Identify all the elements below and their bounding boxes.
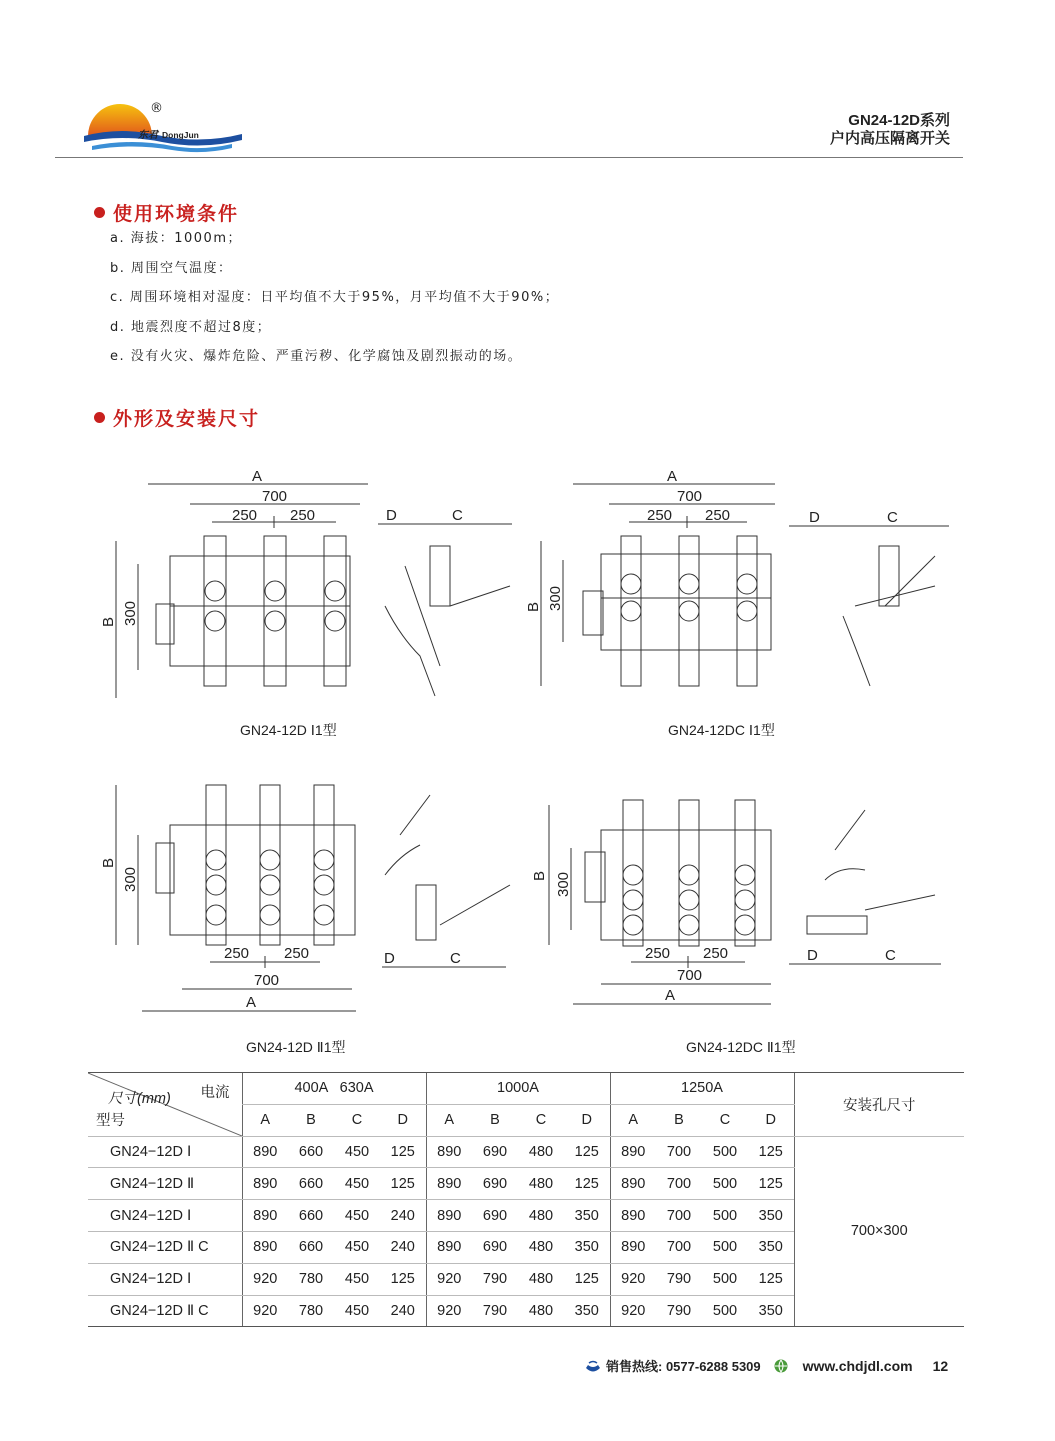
svg-text:250: 250 bbox=[224, 945, 250, 962]
svg-text:700: 700 bbox=[254, 972, 280, 989]
environment-item: c. 周围环境相对湿度：日平均值不大于95%，月平均值不大于90%； bbox=[110, 290, 560, 305]
current-group-header: 1250A bbox=[610, 1073, 794, 1105]
col-header: C bbox=[334, 1104, 380, 1136]
value-cell: 660 bbox=[288, 1136, 334, 1168]
model-cell: GN24−12D Ⅰ bbox=[88, 1263, 242, 1295]
drawing-gn24-12dc-i1 bbox=[525, 466, 955, 706]
header-divider bbox=[55, 157, 963, 158]
value-cell: 890 bbox=[426, 1136, 472, 1168]
value-cell: 125 bbox=[748, 1263, 794, 1295]
value-cell: 790 bbox=[472, 1295, 518, 1327]
value-cell: 480 bbox=[518, 1295, 564, 1327]
logo-name-cn: 东君 bbox=[138, 130, 158, 141]
value-cell: 890 bbox=[426, 1231, 472, 1263]
svg-text:D: D bbox=[809, 509, 820, 526]
globe-icon bbox=[773, 1358, 789, 1374]
environment-item: b. 周围空气温度： bbox=[110, 260, 233, 276]
svg-text:D: D bbox=[384, 950, 395, 967]
value-cell: 890 bbox=[426, 1200, 472, 1232]
svg-text:C: C bbox=[885, 947, 896, 964]
dongjun-logo bbox=[82, 96, 252, 156]
install-value-cell: 700×300 bbox=[794, 1136, 964, 1327]
drawing-gn24-12d-i1 bbox=[100, 466, 530, 706]
svg-text:B: B bbox=[100, 857, 117, 868]
value-cell: 450 bbox=[334, 1263, 380, 1295]
value-cell: 890 bbox=[242, 1200, 288, 1232]
value-cell: 125 bbox=[748, 1168, 794, 1200]
model-cell: GN24−12D Ⅱ bbox=[88, 1168, 242, 1200]
value-cell: 700 bbox=[656, 1168, 702, 1200]
value-cell: 450 bbox=[334, 1200, 380, 1232]
install-header: 安装孔尺寸 bbox=[794, 1073, 964, 1137]
col-header: D bbox=[748, 1104, 794, 1136]
value-cell: 920 bbox=[426, 1263, 472, 1295]
svg-text:C: C bbox=[887, 509, 898, 526]
svg-text:700: 700 bbox=[677, 967, 703, 984]
current-group-header: 1000A bbox=[426, 1073, 610, 1105]
model-cell: GN24−12D Ⅱ C bbox=[88, 1231, 242, 1263]
value-cell: 890 bbox=[242, 1136, 288, 1168]
sales-hotline: 销售热线: 0577-6288 5309 bbox=[606, 1359, 761, 1374]
table-row bbox=[88, 1136, 964, 1168]
svg-text:250: 250 bbox=[290, 507, 316, 524]
environment-item: d. 地震烈度不超过8度； bbox=[110, 319, 272, 335]
value-cell: 500 bbox=[702, 1168, 748, 1200]
header-title bbox=[830, 112, 950, 148]
current-group-header: 400A 630A bbox=[242, 1073, 426, 1105]
value-cell: 500 bbox=[702, 1136, 748, 1168]
figure-caption: GN24-12D Ⅱ1型 bbox=[246, 1039, 346, 1055]
value-cell: 125 bbox=[748, 1136, 794, 1168]
bullet-icon bbox=[94, 207, 105, 218]
col-header: B bbox=[472, 1104, 518, 1136]
logo-reg-mark: ® bbox=[150, 101, 163, 116]
value-cell: 350 bbox=[564, 1200, 610, 1232]
svg-text:D: D bbox=[807, 947, 818, 964]
value-cell: 920 bbox=[610, 1295, 656, 1327]
value-cell: 480 bbox=[518, 1200, 564, 1232]
table-header-row bbox=[88, 1073, 964, 1105]
col-header: B bbox=[288, 1104, 334, 1136]
col-header: A bbox=[426, 1104, 472, 1136]
col-header: D bbox=[380, 1104, 426, 1136]
corner-model-label: 型号 bbox=[96, 1112, 125, 1129]
value-cell: 660 bbox=[288, 1168, 334, 1200]
value-cell: 480 bbox=[518, 1231, 564, 1263]
svg-text:300: 300 bbox=[555, 871, 572, 897]
value-cell: 125 bbox=[564, 1168, 610, 1200]
value-cell: 920 bbox=[242, 1263, 288, 1295]
svg-text:B: B bbox=[100, 616, 117, 627]
svg-text:250: 250 bbox=[284, 945, 310, 962]
phone-icon bbox=[584, 1359, 602, 1373]
value-cell: 350 bbox=[564, 1231, 610, 1263]
value-cell: 660 bbox=[288, 1231, 334, 1263]
value-cell: 240 bbox=[380, 1231, 426, 1263]
value-cell: 890 bbox=[610, 1231, 656, 1263]
value-cell: 690 bbox=[472, 1136, 518, 1168]
value-cell: 920 bbox=[610, 1263, 656, 1295]
value-cell: 450 bbox=[334, 1295, 380, 1327]
value-cell: 350 bbox=[748, 1200, 794, 1232]
value-cell: 690 bbox=[472, 1231, 518, 1263]
value-cell: 240 bbox=[380, 1295, 426, 1327]
value-cell: 450 bbox=[334, 1168, 380, 1200]
value-cell: 480 bbox=[518, 1168, 564, 1200]
value-cell: 350 bbox=[564, 1295, 610, 1327]
value-cell: 125 bbox=[564, 1263, 610, 1295]
value-cell: 240 bbox=[380, 1200, 426, 1232]
bullet-icon bbox=[94, 412, 105, 423]
svg-text:300: 300 bbox=[122, 600, 139, 626]
figure-caption: GN24-12DC Ⅰ1型 bbox=[668, 722, 775, 738]
svg-text:A: A bbox=[252, 468, 263, 485]
value-cell: 890 bbox=[242, 1168, 288, 1200]
value-cell: 690 bbox=[472, 1168, 518, 1200]
model-cell: GN24−12D Ⅱ C bbox=[88, 1295, 242, 1327]
svg-text:250: 250 bbox=[705, 507, 731, 524]
col-header: C bbox=[702, 1104, 748, 1136]
value-cell: 890 bbox=[426, 1168, 472, 1200]
svg-text:250: 250 bbox=[647, 507, 673, 524]
value-cell: 500 bbox=[702, 1200, 748, 1232]
value-cell: 690 bbox=[472, 1200, 518, 1232]
model-cell: GN24−12D Ⅰ bbox=[88, 1136, 242, 1168]
value-cell: 500 bbox=[702, 1263, 748, 1295]
figure-caption: GN24-12D Ⅰ1型 bbox=[240, 722, 337, 738]
svg-text:D: D bbox=[386, 507, 397, 524]
header-series: GN24-12D系列 bbox=[848, 112, 950, 129]
svg-text:250: 250 bbox=[645, 945, 671, 962]
col-header: B bbox=[656, 1104, 702, 1136]
header-product: 户内高压隔离开关 bbox=[829, 130, 950, 147]
environment-list bbox=[110, 228, 559, 376]
value-cell: 700 bbox=[656, 1200, 702, 1232]
corner-current-label: 电流 bbox=[200, 1085, 230, 1101]
footer bbox=[584, 1356, 948, 1375]
value-cell: 790 bbox=[656, 1263, 702, 1295]
drawing-gn24-12dc-ii1 bbox=[525, 790, 955, 1020]
svg-text:A: A bbox=[246, 994, 257, 1011]
svg-text:250: 250 bbox=[703, 945, 729, 962]
value-cell: 480 bbox=[518, 1136, 564, 1168]
website-link[interactable]: www.chdjdl.com bbox=[802, 1357, 913, 1374]
value-cell: 125 bbox=[380, 1263, 426, 1295]
value-cell: 660 bbox=[288, 1200, 334, 1232]
value-cell: 500 bbox=[702, 1231, 748, 1263]
svg-text:300: 300 bbox=[547, 585, 564, 611]
value-cell: 920 bbox=[242, 1295, 288, 1327]
svg-text:300: 300 bbox=[122, 866, 139, 892]
dimensions-heading: 外形及安装尺寸 bbox=[94, 404, 260, 431]
page-number: 12 bbox=[932, 1357, 949, 1374]
svg-text:C: C bbox=[450, 950, 461, 967]
col-header: D bbox=[564, 1104, 610, 1136]
environment-heading: 使用环境条件 bbox=[94, 199, 239, 226]
value-cell: 350 bbox=[748, 1295, 794, 1327]
col-header: C bbox=[518, 1104, 564, 1136]
environment-item: a. 海拔：1000m； bbox=[110, 231, 242, 246]
model-cell: GN24−12D Ⅰ bbox=[88, 1200, 242, 1232]
svg-text:B: B bbox=[531, 870, 548, 881]
value-cell: 480 bbox=[518, 1263, 564, 1295]
value-cell: 780 bbox=[288, 1263, 334, 1295]
value-cell: 890 bbox=[242, 1231, 288, 1263]
value-cell: 780 bbox=[288, 1295, 334, 1327]
value-cell: 890 bbox=[610, 1168, 656, 1200]
figure-caption: GN24-12DC Ⅱ1型 bbox=[686, 1039, 796, 1055]
corner-dim-label: 尺寸(mm) bbox=[108, 1091, 171, 1107]
value-cell: 890 bbox=[610, 1200, 656, 1232]
value-cell: 700 bbox=[656, 1136, 702, 1168]
svg-text:B: B bbox=[525, 601, 542, 612]
col-header: A bbox=[242, 1104, 288, 1136]
value-cell: 920 bbox=[426, 1295, 472, 1327]
logo-name-en: DongJun bbox=[162, 130, 199, 140]
value-cell: 700 bbox=[656, 1231, 702, 1263]
svg-text:700: 700 bbox=[262, 488, 288, 505]
svg-text:C: C bbox=[452, 507, 463, 524]
drawing-gn24-12d-ii1 bbox=[100, 775, 530, 1025]
value-cell: 500 bbox=[702, 1295, 748, 1327]
svg-text:250: 250 bbox=[232, 507, 258, 524]
value-cell: 450 bbox=[334, 1231, 380, 1263]
environment-item: e. 没有火灾、爆炸危险、严重污秽、化学腐蚀及剧烈振动的场。 bbox=[110, 349, 523, 364]
svg-text:A: A bbox=[667, 468, 678, 485]
value-cell: 790 bbox=[656, 1295, 702, 1327]
value-cell: 125 bbox=[380, 1136, 426, 1168]
value-cell: 125 bbox=[380, 1168, 426, 1200]
value-cell: 450 bbox=[334, 1136, 380, 1168]
svg-text:700: 700 bbox=[677, 488, 703, 505]
value-cell: 890 bbox=[610, 1136, 656, 1168]
col-header: A bbox=[610, 1104, 656, 1136]
value-cell: 350 bbox=[748, 1231, 794, 1263]
svg-text:A: A bbox=[665, 987, 676, 1004]
spec-table bbox=[88, 1072, 964, 1327]
table-body bbox=[88, 1136, 964, 1327]
page-header bbox=[0, 0, 1055, 160]
value-cell: 125 bbox=[564, 1136, 610, 1168]
table-corner-cell bbox=[88, 1073, 242, 1137]
value-cell: 790 bbox=[472, 1263, 518, 1295]
